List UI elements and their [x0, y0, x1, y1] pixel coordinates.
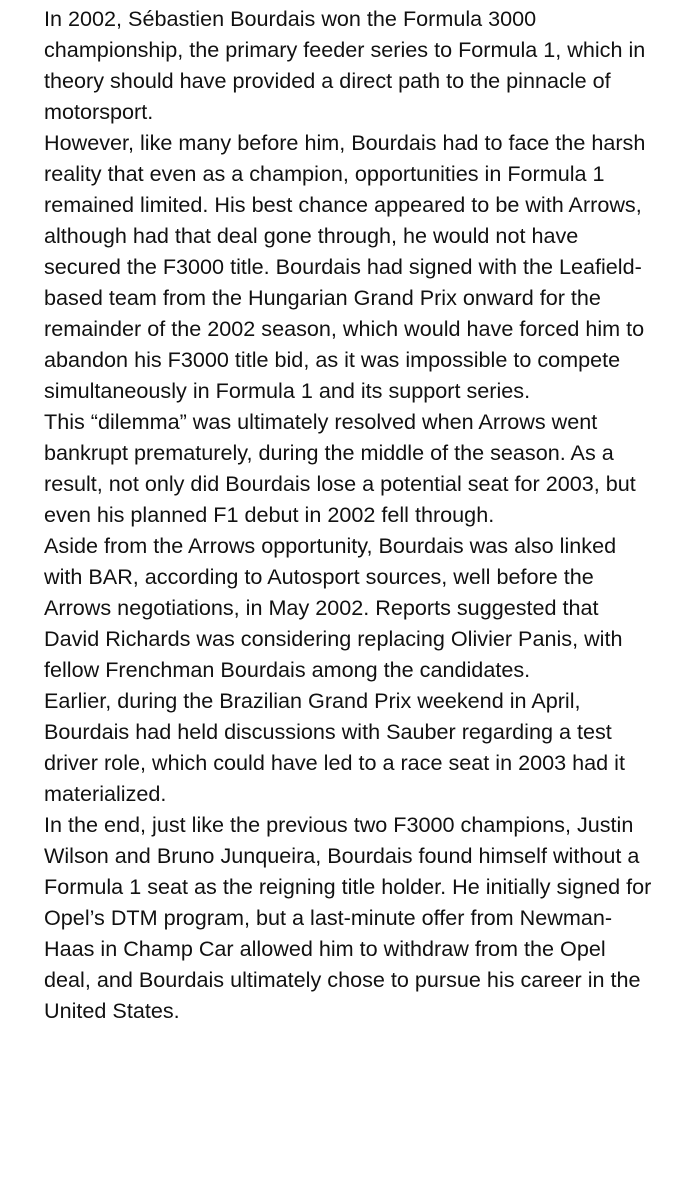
paragraph-arrows-deal: However, like many before him, Bourdais had to face the harsh reality that even as a champion, opportunities in Formula 1 remained limited. His best chance appeared to be with Arrows, although had that deal gone through, he would not have secured the F3000 title. Bourdais had signed with the Leafield-based team from the Hungarian Grand Prix onward for the remainder of the 2002 season, which would have forced him to abandon his F3000 title bid, as it was impossible to compete simultaneously in Formula 1 and its support series.	[44, 130, 646, 403]
paragraph-f3000-championship: In 2002, Sébastien Bourdais won the Formula 3000 championship, the primary feeder series to Formula 1, which in theory should have provided a direct path to the pinnacle of motorsport.	[44, 6, 646, 124]
paragraph-sauber-talks: Earlier, during the Brazilian Grand Prix weekend in April, Bourdais had held discussions with Sauber regarding a test driver role, which could have led to a race seat in 2003 had it materialized.	[44, 688, 625, 806]
paragraph-arrows-bankruptcy: This “dilemma” was ultimately resolved when Arrows went bankrupt prematurely, during the middle of the season. As a result, not only did Bourdais lose a potential seat for 2003, but even his planned F1 debut in 2002 fell through.	[44, 409, 636, 527]
paragraph-champ-car-move: In the end, just like the previous two F3000 champions, Justin Wilson and Bruno Junqueira, Bourdais found himself without a Formula 1 seat as the reigning title holder. He initially signed for Opel’s DTM program, but a last-minute offer from Newman-Haas in Champ Car allowed him to withdraw from the Opel deal, and Bourdais ultimately chose to pursue his career in the United States.	[44, 812, 652, 1023]
paragraph-bar-link: Aside from the Arrows opportunity, Bourdais was also linked with BAR, according to Autosport sources, well before the Arrows negotiations, in May 2002. Reports suggested that David Richards was considering replacing Olivier Panis, with fellow Frenchman Bourdais among the candidates.	[44, 533, 623, 682]
